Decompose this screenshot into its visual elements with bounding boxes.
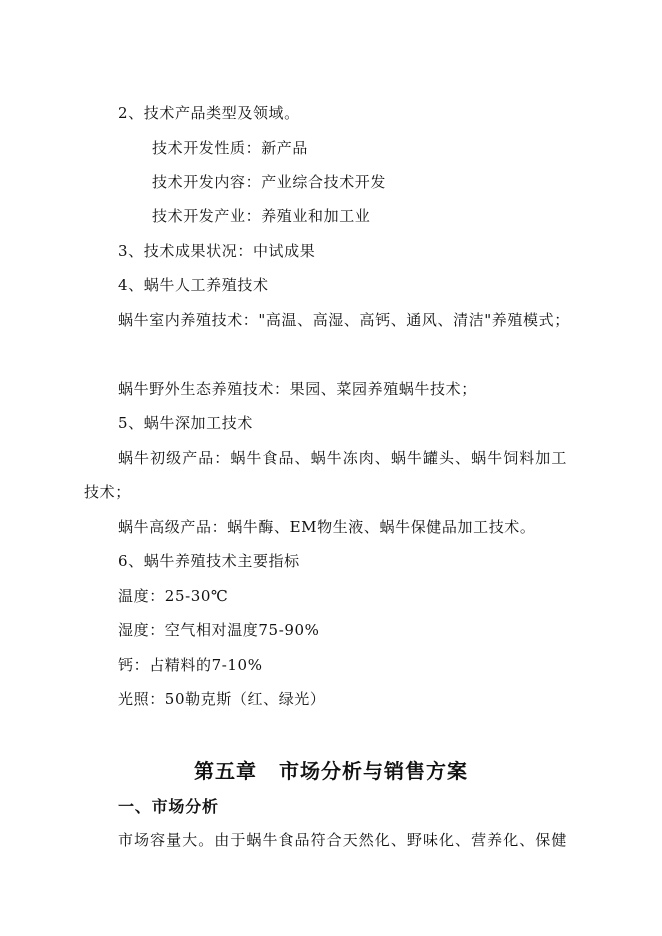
advanced-products-line: 蜗牛高级产品：蜗牛酶、EM物生液、蜗牛保健品加工技术。 <box>118 518 536 536</box>
chapter-number: 第五章 <box>194 759 257 783</box>
list-item-main-indicators: 6、蜗牛养殖技术主要指标 <box>118 552 300 570</box>
list-item-result-status: 3、技术成果状况：中试成果 <box>118 242 316 260</box>
list-item-breeding-tech: 4、蜗牛人工养殖技术 <box>118 276 269 294</box>
list-item-deep-processing: 5、蜗牛深加工技术 <box>118 414 253 432</box>
body-paragraph: 市场容量大。由于蜗牛食品符合天然化、野味化、营养化、保健 <box>118 831 568 849</box>
calcium-line: 钙：占精料的7-10% <box>118 656 263 674</box>
dev-nature-line: 技术开发性质：新产品 <box>152 139 309 157</box>
lighting-line: 光照：50勒克斯（红、绿光） <box>118 690 326 708</box>
temperature-line: 温度：25-30℃ <box>118 587 229 605</box>
chapter-heading <box>0 758 662 784</box>
section-heading: 一、市场分析 <box>118 797 219 816</box>
primary-products-line: 蜗牛初级产品：蜗牛食品、蜗牛冻肉、蜗牛罐头、蜗牛饲料加工 <box>118 449 568 467</box>
indoor-breeding-line: 蜗牛室内养殖技术："高温、高湿、高钙、通风、清洁"养殖模式； <box>118 311 570 329</box>
dev-content-line: 技术开发内容：产业综合技术开发 <box>152 173 387 191</box>
humidity-line: 湿度：空气相对温度75-90% <box>118 621 320 639</box>
primary-products-continuation: 技术； <box>84 483 131 501</box>
outdoor-breeding-line: 蜗牛野外生态养殖技术：果园、菜园养殖蜗牛技术； <box>118 380 477 398</box>
chapter-title: 市场分析与销售方案 <box>279 759 468 783</box>
list-item-product-type: 2、技术产品类型及领域。 <box>118 104 300 122</box>
dev-industry-line: 技术开发产业：养殖业和加工业 <box>152 207 371 225</box>
